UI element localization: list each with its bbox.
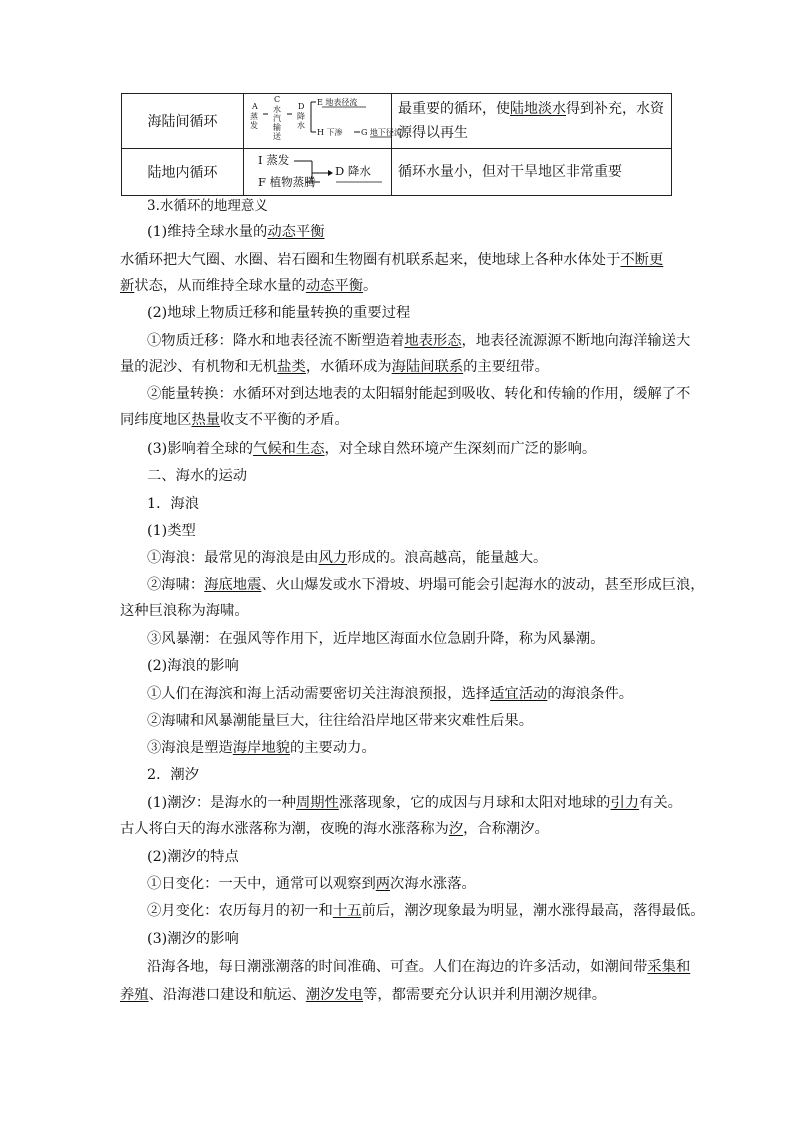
desc-text: 得到补充，水资 [566,101,664,117]
key-term: 热量 [191,412,221,428]
paragraph-line: 沿海各地，每日潮涨潮落的时间准确、可查。人们在海边的许多活动，如潮间带采集和 [147,959,691,975]
paragraph-line: ①人们在海滨和海上活动需要密切关注海浪预报，选择适宜活动的海浪条件。 [147,686,634,702]
paragraph-line: 古人将白天的海水涨落称为潮，夜晚的海水涨落称为汐，合称潮汐。 [120,821,549,837]
desc-text: 最重要的循环，使 [398,101,510,117]
key-term: 气候和生态 [253,441,325,457]
key-term: 采集和 [647,959,691,975]
paragraph-line: 新状态，从而维持全球水量的动态平衡。 [120,278,378,294]
key-term: 地表形态 [404,333,462,349]
paragraph-line: ②海啸：海底地震、火山爆发或水下滑坡、坍塌可能会引起海水的波动，甚至形成巨浪， [147,577,705,593]
key-term: 两 [375,876,391,892]
key-term: 十五 [332,903,362,919]
paragraph-line: ③海浪是塑造海岸地貌的主要动力。 [147,740,376,756]
cycle-name: 海陆间循环 [122,94,244,149]
label-vapor: 水 [273,105,281,114]
paragraph-line: ③风暴潮：在强风等作用下，近岸地区海面水位急剧升降，称为风暴潮。 [147,631,605,647]
paragraph-line: (1)维持全球水量的动态平衡 [147,224,325,240]
key-term: 汐 [448,821,464,837]
label-evap2: 发 [250,121,258,130]
label-vapor2: 汽 [273,114,281,123]
label-precipitation: D 降水 [335,164,371,178]
key-term: 不断更 [620,252,664,268]
subheading: 1．海浪 [147,496,199,512]
key-term: 盐类 [277,359,306,375]
label-rain2: 水 [297,121,305,130]
paragraph-line: 水循环把大气圈、水圈、岩石圈和生物圈有机联系起来，使地球上各种水体处于不断更 [120,252,664,268]
label-h: H 下渗 [317,128,343,137]
subheading: (2)海浪的影响 [147,658,239,674]
subheading: 2．潮汐 [147,767,199,783]
paragraph-line: ②月变化：农历每月的初一和十五前后，潮汐现象最为明显，潮水涨得最高，落得最低。 [147,903,705,919]
label-c: C [274,95,281,104]
sea-land-cycle-diagram [244,94,402,149]
subheading: (3)潮汐的影响 [147,931,239,947]
subheading: (1)类型 [147,523,196,539]
label-trans2: 送 [273,132,281,141]
label-transpiration: F 植物蒸腾 [258,175,316,189]
key-term: 海陆间联系 [391,359,464,375]
key-term: 海底地震 [204,577,262,593]
label-e: E 地表径流 [317,98,358,107]
label-rain: 降 [297,112,305,121]
subheading: (2)潮汐的特点 [147,849,239,865]
paragraph-line: (3)影响着全球的气候和生态，对全球自然环境产生深刻而广泛的影响。 [147,441,597,457]
paragraph-line: 这种巨浪称为海啸。 [120,603,249,619]
table-row [122,94,672,149]
key-term: 新 [120,278,135,294]
paragraph-line: 养殖、沿海港口建设和航运、潮汐发电等，都需要充分认识并利用潮汐规律。 [120,987,607,1003]
land-cycle-diagram [244,149,392,196]
cycle-name: 陆地内循环 [122,149,244,196]
subheading: 3.水循环的地理意义 [147,198,268,214]
key-term: 动态平衡 [305,278,364,294]
key-term: 风力 [318,550,348,566]
label-d: D [298,102,305,111]
key-term: 周期性 [295,795,339,811]
key-term: 潮汐发电 [305,987,364,1003]
cycle-description: 循环水量小，但对干旱地区非常重要 [392,149,672,196]
desc-text: 源得以再生 [398,125,468,141]
label-evaporation: I 蒸发 [258,153,290,167]
paragraph-line: 量的泥沙、有机物和无机盐类，水循环成为海陆间联系的主要纽带。 [120,359,549,375]
key-term: 养殖 [120,987,149,1003]
paragraph-line: (1)潮汐：是海水的一种周期性涨落现象，它的成因与月球和太阳对地球的引力有关。 [147,795,682,811]
subheading: (2)地球上物质迁移和能量转换的重要过程 [147,305,411,321]
section-heading: 二、海水的运动 [147,468,248,484]
table-row [122,149,672,196]
paragraph-line: ①海浪：最常见的海浪是由风力形成的。浪高越高，能量越大。 [147,550,548,566]
desc-key-term: 陆地淡水 [510,101,566,117]
paragraph-line: ①物质迁移：降水和地表径流不断塑造着地表形态，地表径流源源不断地向海洋输送大 [147,333,691,349]
label-evap: 蒸 [250,112,258,121]
key-term: 海岸地貌 [232,740,290,756]
label-g: G 地下径流 [361,128,402,137]
key-term: 动态平衡 [267,224,325,240]
key-term: 引力 [610,795,640,811]
label-trans: 输 [273,123,281,132]
paragraph-line: 同纬度地区热量收支不平衡的矛盾。 [120,412,349,428]
paragraph-line: ①日变化：一天中，通常可以观察到两次海水涨落。 [147,876,476,892]
paragraph-line: ②能量转换：水循环对到达地表的太阳辐射能起到吸收、转化和传输的作用，缓解了不 [147,386,691,402]
water-cycle-table [121,93,672,196]
paragraph-line: ②海啸和风暴潮能量巨大，往往给沿岸地区带来灾难性后果。 [147,713,534,729]
key-term: 适宜活动 [490,686,548,702]
label-a: A [252,102,258,111]
cycle-description [392,94,672,149]
